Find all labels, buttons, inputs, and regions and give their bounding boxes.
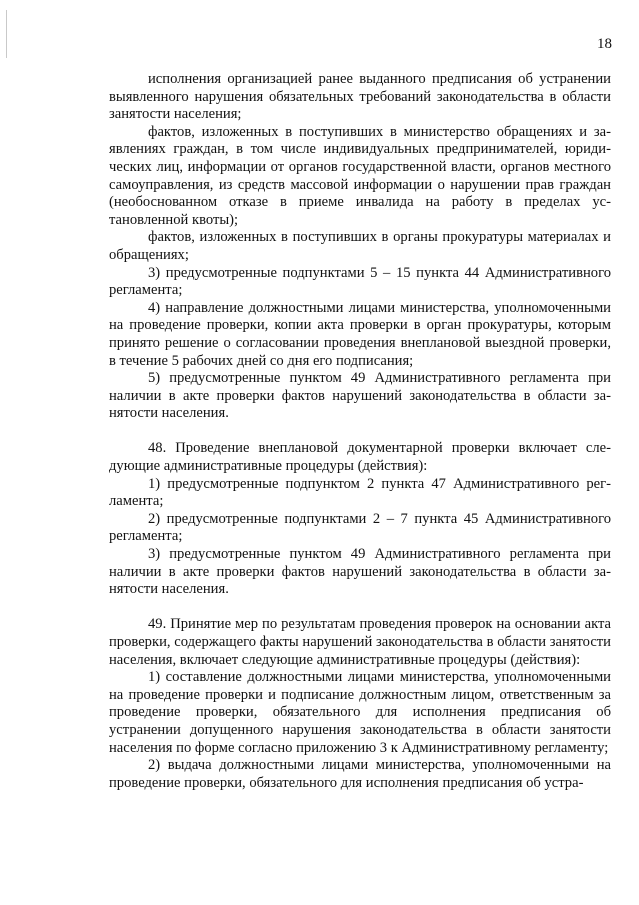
list-item-3-subclauses: 3) предусмотренные подпунктами 5 – 15 пункта 44 Административного регламента;	[109, 264, 611, 299]
list-item-4-act-copy: 4) направление должностными лицами министерства, уполномоченными на проведение проверки, копии акта проверки в орган прокуратуры, которым принято решение о согласовании проведения внеплановой выездной проверки, в течение 5 рабочих дней со дня его подписания;	[109, 299, 611, 369]
page-number: 18	[597, 36, 612, 52]
clause-49-item-2: 2) выдача должностными лицами министерства, уполномоченными на проведение проверки, обязательного для исполнения предписания об устра-	[109, 757, 611, 791]
section-spacer	[109, 423, 611, 441]
clause-48-item-3: 3) предусмотренные пунктом 49 Административного регламента при наличии в акте проверки фактов нарушений законодательства в области занятости населения.	[109, 546, 611, 598]
paragraph-citizen-appeals: фактов, изложенных в поступивших в министерство обращениях и заявлениях граждан, в том числе индивидуальных предпринимателей, юридических лиц, информации от органов государственной власти, органов местного самоуправления, из средств массовой информации о нарушении прав граждан (необоснованном отказе в приеме инвалида на работу в пределах установленной квоты);	[109, 123, 611, 228]
clause-48-item-2: 2) предусмотренные подпунктами 2 – 7 пункта 45 Административного регламента;	[109, 510, 611, 545]
scan-edge-mark	[6, 10, 7, 58]
paragraph-order-fulfillment: исполнения организацией ранее выданного предписания об устранении выявленного нарушения обязательных требований законодательства в области занятости населения;	[109, 71, 611, 123]
clause-48-heading: 48. Проведение внеплановой документарной проверки включает следующие административные процедуры (действия):	[109, 440, 611, 475]
section-spacer	[109, 599, 611, 617]
clause-49-item-1: 1) составление должностными лицами министерства, уполномоченными на проведение проверки и подписание должностным лицом, ответственным за проведение проверки, обязательного для исполнения предписания об устранении допущенного нарушения законодательства в области занятости населения по форме согласно приложению 3 к Административному регламенту;	[109, 669, 611, 756]
document-body	[109, 71, 611, 792]
paragraph-prosecutor-materials: фактов, изложенных в поступивших в органы прокуратуры материалах и обращениях;	[109, 229, 611, 263]
clause-49-heading: 49. Принятие мер по результатам проведения проверок на основании акта проверки, содержащего факты нарушений законодательства в области занятости населения, включает следующие административные процедуры (действия):	[109, 616, 611, 668]
clause-48-item-1: 1) предусмотренные подпунктом 2 пункта 47 Административного регламента;	[109, 475, 611, 510]
list-item-5-clause-49: 5) предусмотренные пунктом 49 Административного регламента при наличии в акте проверки фактов нарушений законодательства в области занятости населения.	[109, 370, 611, 422]
